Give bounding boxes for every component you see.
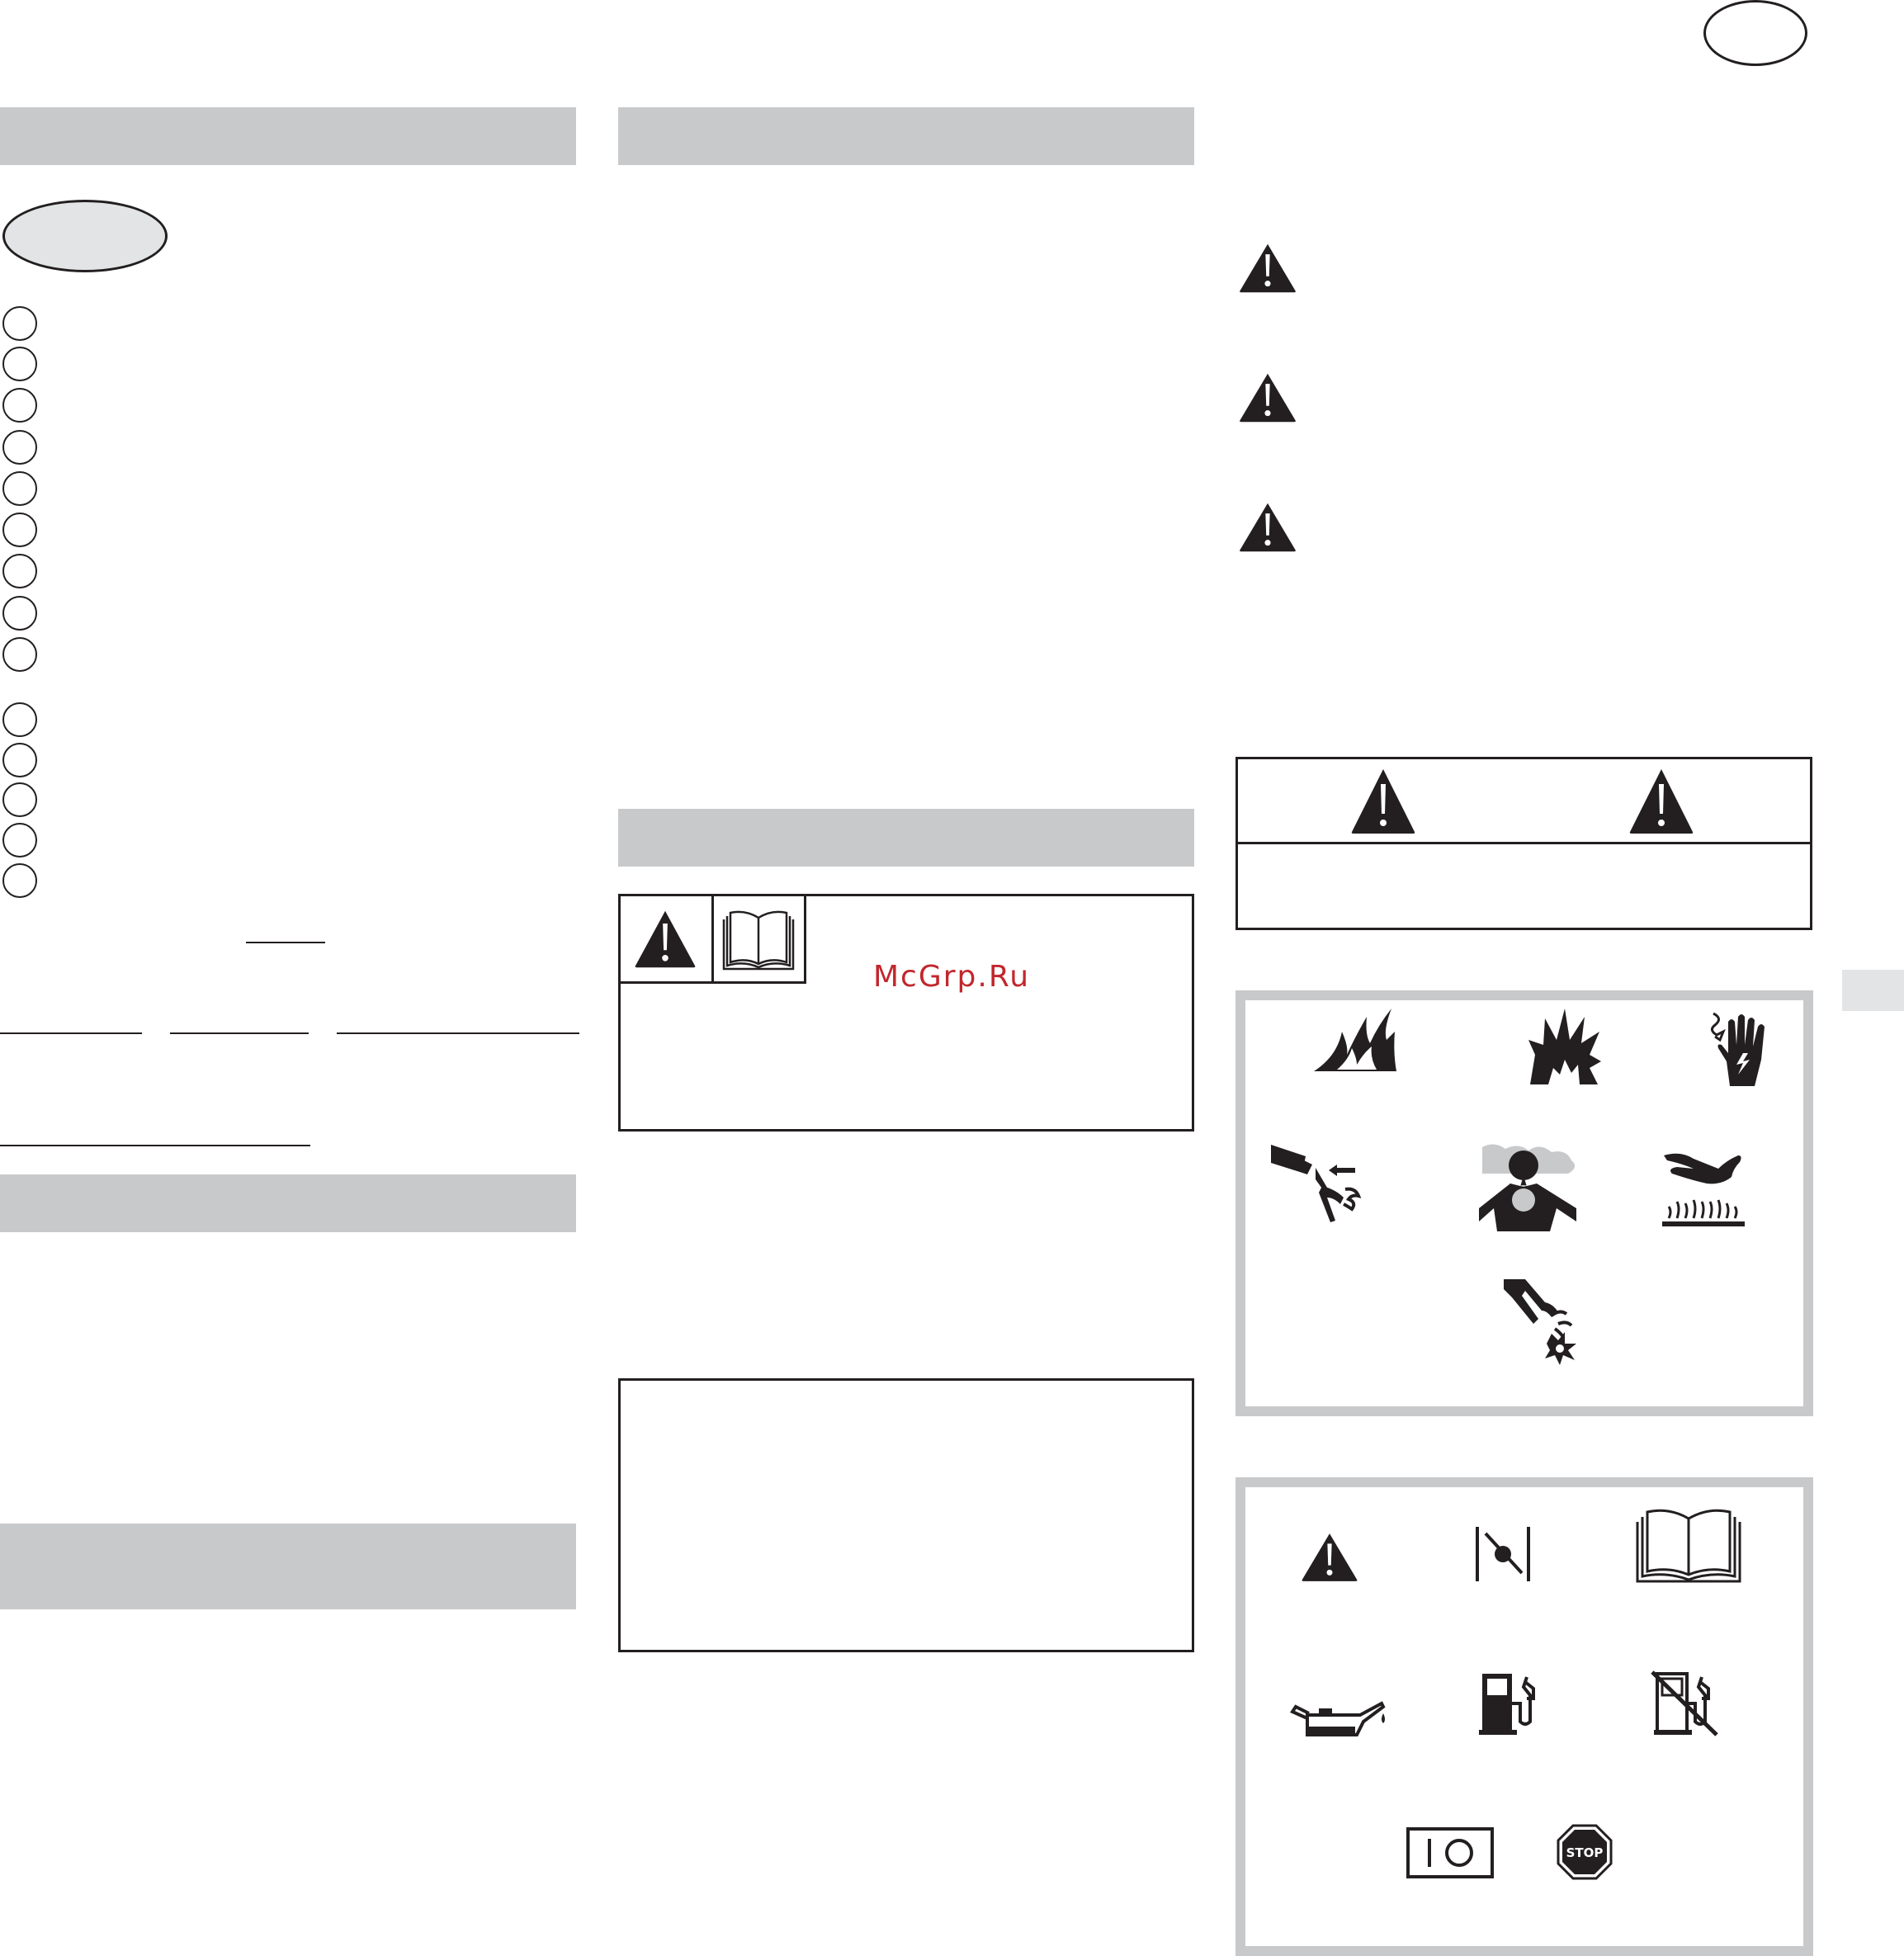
section-header-bar bbox=[0, 1174, 576, 1232]
parts-list-number-circle bbox=[2, 702, 37, 737]
parts-list-number-circle bbox=[2, 513, 37, 547]
electric-shock-icon bbox=[1707, 1012, 1769, 1088]
hot-surface-icon bbox=[1661, 1149, 1746, 1228]
oil-can-icon bbox=[1291, 1697, 1388, 1738]
warning-triangle-icon bbox=[634, 909, 697, 970]
explosion-icon bbox=[1527, 1007, 1603, 1086]
section-header-bar bbox=[618, 107, 1194, 165]
choke-icon bbox=[1474, 1525, 1532, 1583]
model-oval bbox=[2, 200, 168, 272]
toxic-fumes-icon bbox=[1477, 1142, 1580, 1233]
underline-short bbox=[246, 942, 325, 943]
section-header-bar bbox=[0, 107, 576, 165]
signature-line bbox=[0, 1145, 310, 1146]
parts-list-number-circle bbox=[2, 471, 37, 506]
parts-list-number-circle bbox=[2, 306, 37, 341]
read-manual-icon bbox=[1634, 1507, 1743, 1585]
section-header-bar bbox=[618, 809, 1194, 867]
parts-list-number-circle bbox=[2, 388, 37, 423]
warning-triangle-icon bbox=[1238, 243, 1297, 294]
parts-list-number-circle bbox=[2, 596, 37, 631]
warning-triangle-icon bbox=[1350, 768, 1416, 835]
warning-triangle-icon bbox=[1238, 502, 1297, 553]
safety-alert-icon bbox=[1301, 1532, 1358, 1583]
rotating-blade-icon bbox=[1500, 1278, 1583, 1365]
parts-list-number-circle bbox=[2, 430, 37, 465]
fire-icon bbox=[1312, 1007, 1398, 1073]
signature-line bbox=[0, 1032, 142, 1034]
parts-list-number-circle bbox=[2, 823, 37, 858]
signal-word-divider bbox=[1235, 842, 1812, 844]
parts-list-number-circle bbox=[2, 637, 37, 672]
kickback-icon bbox=[1269, 1143, 1372, 1224]
warning-triangle-icon bbox=[1238, 372, 1297, 423]
parts-list-number-circle bbox=[2, 863, 37, 898]
parts-list-number-circle bbox=[2, 347, 37, 381]
stop-icon bbox=[1557, 1824, 1613, 1880]
signature-line bbox=[170, 1032, 309, 1034]
no-fuel-icon bbox=[1651, 1670, 1722, 1736]
section-header-bar bbox=[0, 1524, 576, 1609]
stop-label: STOP bbox=[1566, 1845, 1604, 1860]
language-badge bbox=[1703, 0, 1807, 66]
parts-list-number-circle bbox=[2, 743, 37, 777]
notice-box bbox=[618, 1378, 1194, 1652]
on-off-switch-icon bbox=[1406, 1827, 1494, 1878]
read-manual-icon bbox=[720, 908, 796, 972]
fuel-icon bbox=[1479, 1670, 1542, 1736]
page-edge-tab bbox=[1842, 970, 1904, 1011]
signature-line bbox=[337, 1032, 579, 1034]
parts-list-number-circle bbox=[2, 782, 37, 817]
parts-list-number-circle bbox=[2, 554, 37, 588]
watermark: McGrp.Ru bbox=[873, 960, 1031, 994]
warning-triangle-icon bbox=[1628, 768, 1694, 835]
